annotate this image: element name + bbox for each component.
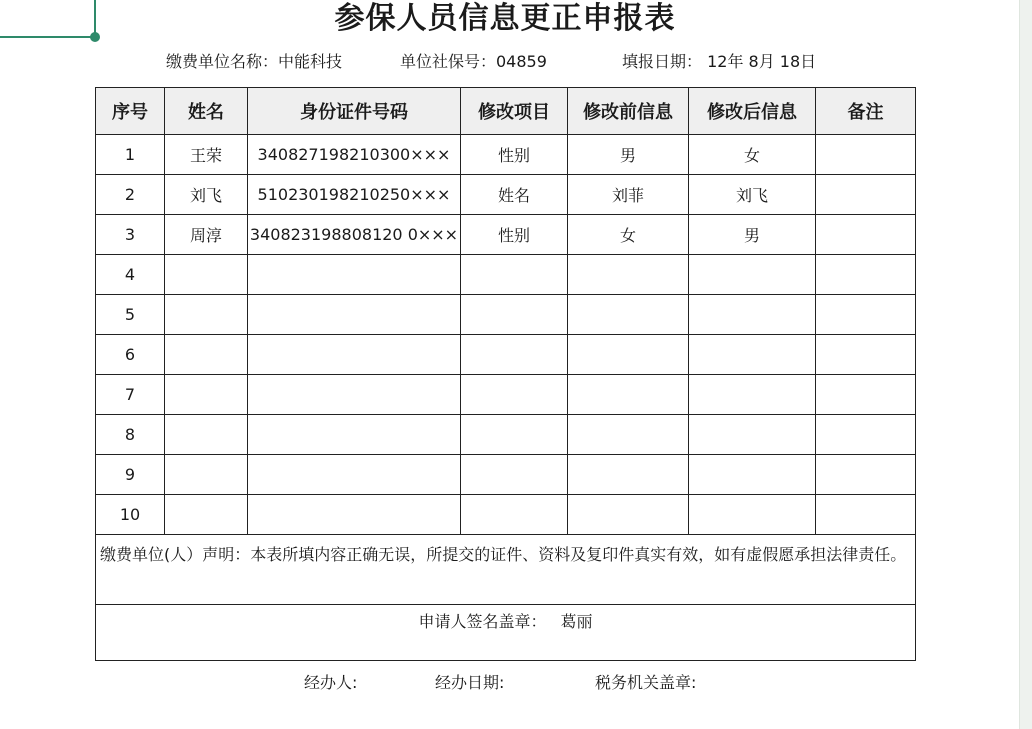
- cell-index: 8: [96, 415, 165, 455]
- cell-name: [165, 335, 248, 375]
- page-edge: [1019, 0, 1032, 729]
- signature-name: 葛丽: [560, 612, 593, 631]
- cell-before-info: 男: [568, 135, 689, 175]
- unit-name: 缴费单位名称：中能科技: [166, 52, 343, 71]
- cell-before-info: [568, 415, 689, 455]
- cell-name: 周淳: [165, 215, 248, 255]
- cell-after-info: 男: [689, 215, 816, 255]
- cell-remark: [816, 455, 916, 495]
- cell-index: 3: [96, 215, 165, 255]
- cell-id-number: [248, 335, 461, 375]
- cell-name: [165, 495, 248, 535]
- cell-after-info: [689, 495, 816, 535]
- cell-after-info: [689, 415, 816, 455]
- cell-after-info: [689, 335, 816, 375]
- header-before-info: 修改前信息: [568, 88, 689, 135]
- cell-id-number: [248, 495, 461, 535]
- cell-id-number: [248, 375, 461, 415]
- cell-modify-item: 性别: [461, 135, 568, 175]
- cell-before-info: [568, 335, 689, 375]
- cell-modify-item: [461, 255, 568, 295]
- cell-index: 6: [96, 335, 165, 375]
- cell-modify-item: [461, 415, 568, 455]
- cell-after-info: 刘飞: [689, 175, 816, 215]
- table-row: [96, 135, 916, 175]
- correction-table: [95, 87, 916, 661]
- cell-id-number: [248, 455, 461, 495]
- cell-id-number: [248, 295, 461, 335]
- cell-modify-item: 性别: [461, 215, 568, 255]
- signature-row: [96, 605, 916, 661]
- header-modify-item: 修改项目: [461, 88, 568, 135]
- cell-before-info: [568, 455, 689, 495]
- cell-remark: [816, 175, 916, 215]
- signature-cell: [96, 605, 916, 661]
- cell-index: 4: [96, 255, 165, 295]
- cell-before-info: 女: [568, 215, 689, 255]
- header-id-number: 身份证件号码: [248, 88, 461, 135]
- unit-social-security-no: 单位社保号：04859: [400, 52, 547, 71]
- table-row: [96, 415, 916, 455]
- cell-before-info: [568, 375, 689, 415]
- cell-after-info: [689, 255, 816, 295]
- header-name: 姓名: [165, 88, 248, 135]
- cell-index: 2: [96, 175, 165, 215]
- cell-remark: [816, 135, 916, 175]
- cell-remark: [816, 215, 916, 255]
- cell-modify-item: 姓名: [461, 175, 568, 215]
- info-line: [166, 52, 816, 72]
- handler-label: 经办人:: [304, 673, 358, 692]
- cell-index: 5: [96, 295, 165, 335]
- tax-seal-label: 税务机关盖章:: [595, 673, 697, 692]
- cell-name: [165, 255, 248, 295]
- signature-label: 申请人签名盖章：: [418, 612, 547, 631]
- header-after-info: 修改后信息: [689, 88, 816, 135]
- cell-modify-item: [461, 495, 568, 535]
- cell-name: [165, 375, 248, 415]
- statement-row: [96, 535, 916, 605]
- cell-index: 10: [96, 495, 165, 535]
- cell-modify-item: [461, 375, 568, 415]
- table-row: [96, 295, 916, 335]
- table-row: [96, 335, 916, 375]
- cell-name: 刘飞: [165, 175, 248, 215]
- table-row: [96, 495, 916, 535]
- cell-id-number: 510230198210250×××: [248, 175, 461, 215]
- cell-id-number: [248, 255, 461, 295]
- cell-remark: [816, 295, 916, 335]
- cell-remark: [816, 495, 916, 535]
- cell-before-info: 刘菲: [568, 175, 689, 215]
- cell-before-info: [568, 495, 689, 535]
- header-remark: 备注: [816, 88, 916, 135]
- cell-name: [165, 295, 248, 335]
- cell-index: 9: [96, 455, 165, 495]
- table-row: [96, 215, 916, 255]
- cell-id-number: [248, 415, 461, 455]
- cell-id-number: 340823198808120 0×××: [248, 215, 461, 255]
- fill-date: 填报日期： 12年 8月 18日: [622, 52, 817, 71]
- table-row: [96, 175, 916, 215]
- footer: [304, 673, 696, 693]
- cell-remark: [816, 415, 916, 455]
- cell-index: 7: [96, 375, 165, 415]
- cell-id-number: 340827198210300×××: [248, 135, 461, 175]
- cell-after-info: 女: [689, 135, 816, 175]
- cell-after-info: [689, 375, 816, 415]
- table-row: [96, 455, 916, 495]
- cell-after-info: [689, 295, 816, 335]
- header-row: [96, 88, 916, 135]
- cell-remark: [816, 335, 916, 375]
- cell-modify-item: [461, 455, 568, 495]
- cell-modify-item: [461, 335, 568, 375]
- declaration-statement: 缴费单位(人）声明：本表所填内容正确无误，所提交的证件、资料及复印件真实有效，如有虚假愿承担法律责任。: [96, 535, 916, 605]
- cell-remark: [816, 255, 916, 295]
- cell-before-info: [568, 295, 689, 335]
- handle-date-label: 经办日期:: [435, 673, 505, 692]
- cell-name: 王荣: [165, 135, 248, 175]
- table-row: [96, 255, 916, 295]
- cell-before-info: [568, 255, 689, 295]
- cell-after-info: [689, 455, 816, 495]
- cell-name: [165, 455, 248, 495]
- header-index: 序号: [96, 88, 165, 135]
- table-row: [96, 375, 916, 415]
- cell-modify-item: [461, 295, 568, 335]
- cell-index: 1: [96, 135, 165, 175]
- cell-remark: [816, 375, 916, 415]
- form-title: 参保人员信息更正申报表: [334, 1, 676, 36]
- cell-name: [165, 415, 248, 455]
